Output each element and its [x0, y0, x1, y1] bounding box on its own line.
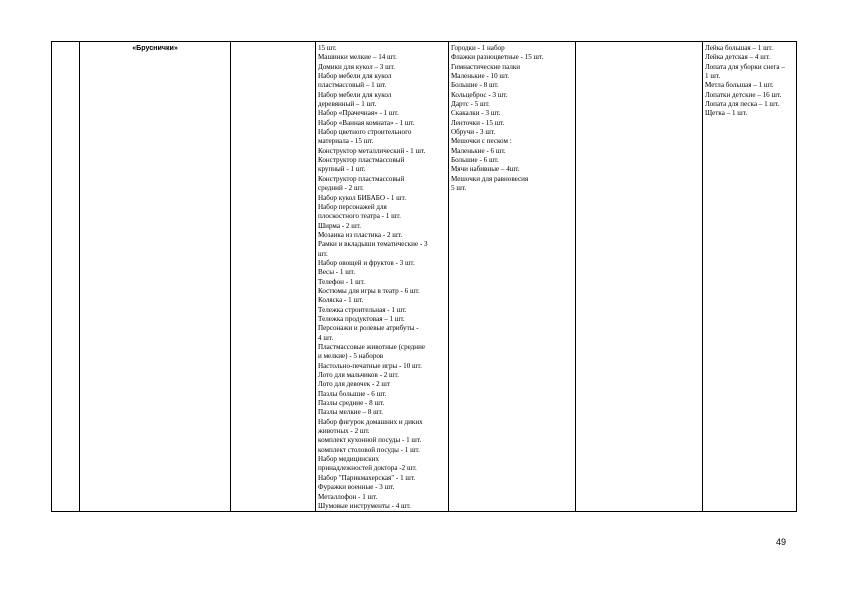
empty-cell	[576, 42, 703, 512]
list-item: Рамки и вкладыши тематические - 3	[318, 240, 428, 249]
list-item: Большие - 8 шт.	[451, 81, 499, 90]
list-item: принадлежностей доктора -2 шт.	[318, 464, 417, 473]
list-item: Гимнастические палки	[451, 62, 521, 71]
list-item: Ленточки - 15 шт.	[451, 118, 505, 127]
list-item: Костюмы для игры в театр - 6 шт.	[318, 286, 420, 295]
toys-cell	[316, 42, 449, 512]
list-item: Фуражки военные - 3 шт.	[318, 483, 395, 492]
list-item: животных - 2 шт.	[318, 427, 370, 436]
list-item: Телефон - 1 шт.	[318, 277, 365, 286]
page-number: 49	[776, 537, 787, 547]
outdoor-cell	[703, 42, 797, 512]
list-item: Набор «Ванная комната» - 1 шт.	[318, 118, 415, 127]
list-item: Обручи - 3 шт.	[451, 128, 496, 137]
list-item: Конструктор пластмассовый	[318, 174, 405, 183]
inventory-table	[51, 41, 797, 512]
list-item: Машинки мелкие – 14 шт.	[318, 53, 397, 62]
list-item: Городки - 1 набор	[451, 44, 505, 52]
list-item: Мешочки для равновесия	[451, 174, 529, 183]
list-item: Домики для кукол – 3 шт.	[318, 62, 395, 71]
list-item: 5 шт.	[451, 184, 467, 193]
list-item: шт.	[318, 249, 328, 258]
list-item: Пазлы средние - 8 шт.	[318, 399, 385, 408]
empty-cell	[231, 42, 316, 512]
list-item: Пластмассовые животные (средние	[318, 343, 426, 351]
list-item: Набор овощей и фруктов - 3 шт.	[318, 258, 415, 267]
list-item: Флажки разноцветные - 15 шт.	[451, 53, 544, 62]
list-item: Тележка продуктовая – 1 шт.	[318, 314, 405, 323]
list-item: Метла большая – 1 шт.	[705, 81, 774, 90]
list-item: Набор мебели для кукол	[318, 90, 392, 99]
list-item: Большие - 6 шт.	[451, 156, 499, 165]
list-item: Набор медицинских	[318, 455, 380, 464]
group-name: «Бруснички»	[132, 44, 178, 52]
list-item: Лопата для песка – 1 шт.	[705, 100, 780, 109]
list-item: Набор мебели для кукол	[318, 72, 392, 81]
list-item: Конструктор пластмассовый	[318, 156, 405, 165]
list-item: Лейка большая – 1 шт.	[705, 44, 773, 52]
list-item: Набор «Прачечная» - 1 шт.	[318, 109, 399, 118]
list-item: Конструктор металлический - 1 шт.	[318, 146, 426, 155]
list-item: Весы - 1 шт.	[318, 268, 356, 277]
table-row	[52, 42, 797, 512]
list-item: Мешочки с песком :	[451, 137, 512, 146]
list-item: Лото для девочек - 2 шт	[318, 380, 390, 389]
list-item: Дартс - 5 шт.	[451, 100, 490, 109]
list-item: Тележка строительная - 1 шт.	[318, 305, 407, 314]
list-item: Скакалки - 3 шт.	[451, 109, 501, 118]
list-item: Настольно-печатные игры - 10 шт.	[318, 361, 422, 370]
list-item: деревянный – 1 шт.	[318, 100, 377, 109]
list-item: Пазлы большие - 6 шт.	[318, 389, 387, 398]
list-item: 4 шт.	[318, 333, 334, 342]
list-item: Набор "Парикмахерская" - 1 шт.	[318, 473, 416, 482]
list-item: Ширма - 2 шт.	[318, 221, 362, 230]
list-item: Набор фигурок домашних и диких	[318, 417, 423, 426]
list-item: Шумовые инструменты - 4 шт.	[318, 501, 411, 510]
list-item: Маленькие - 6 шт.	[451, 146, 506, 155]
group-name-cell	[80, 42, 231, 512]
row-number-cell	[52, 42, 80, 512]
list-item: и мелкие) - 5 наборов	[318, 352, 384, 361]
toys-list	[318, 44, 446, 511]
list-item: 15 шт.	[318, 44, 337, 52]
list-item: Металлофон - 1 шт.	[318, 492, 378, 501]
list-item: Мозаика из пластика - 2 шт.	[318, 230, 403, 239]
list-item: 1 шт.	[705, 72, 721, 81]
list-item: средний - 2 шт.	[318, 184, 364, 193]
list-item: Коляска - 1 шт.	[318, 296, 364, 305]
sports-cell	[449, 42, 576, 512]
sports-list	[451, 44, 573, 194]
list-item: Лото для мальчиков - 2 шт.	[318, 371, 399, 380]
list-item: материала - 15 шт.	[318, 137, 374, 146]
list-item: комплект кухонной посуды - 1 шт.	[318, 436, 422, 445]
list-item: Щетка – 1 шт.	[705, 109, 748, 118]
list-item: Лейка детская – 4 шт.	[705, 53, 771, 62]
list-item: Пазлы мелкие – 8 шт.	[318, 408, 383, 417]
list-item: Мячи набивные – 4шт.	[451, 165, 520, 174]
list-item: плоскостного театра - 1 шт.	[318, 212, 401, 221]
outdoor-list	[705, 44, 794, 119]
list-item: Лопатки детские – 16 шт.	[705, 90, 782, 99]
list-item: Маленькие - 10 шт.	[451, 72, 510, 81]
list-item: Набор кукол БИБАБО - 1 шт.	[318, 193, 406, 202]
list-item: Набор цветного строительного	[318, 128, 412, 137]
list-item: крупный - 1 шт.	[318, 165, 366, 174]
list-item: комплект столовой посуды - 1 шт.	[318, 445, 420, 454]
list-item: Персонажи и ролевые атрибуты -	[318, 324, 419, 333]
list-item: пластмассовый – 1 шт.	[318, 81, 387, 90]
list-item: Кольцеброс - 3 шт.	[451, 90, 508, 99]
list-item: Лопата для уборки снега –	[705, 62, 785, 71]
list-item: Набор персонажей для	[318, 202, 387, 211]
